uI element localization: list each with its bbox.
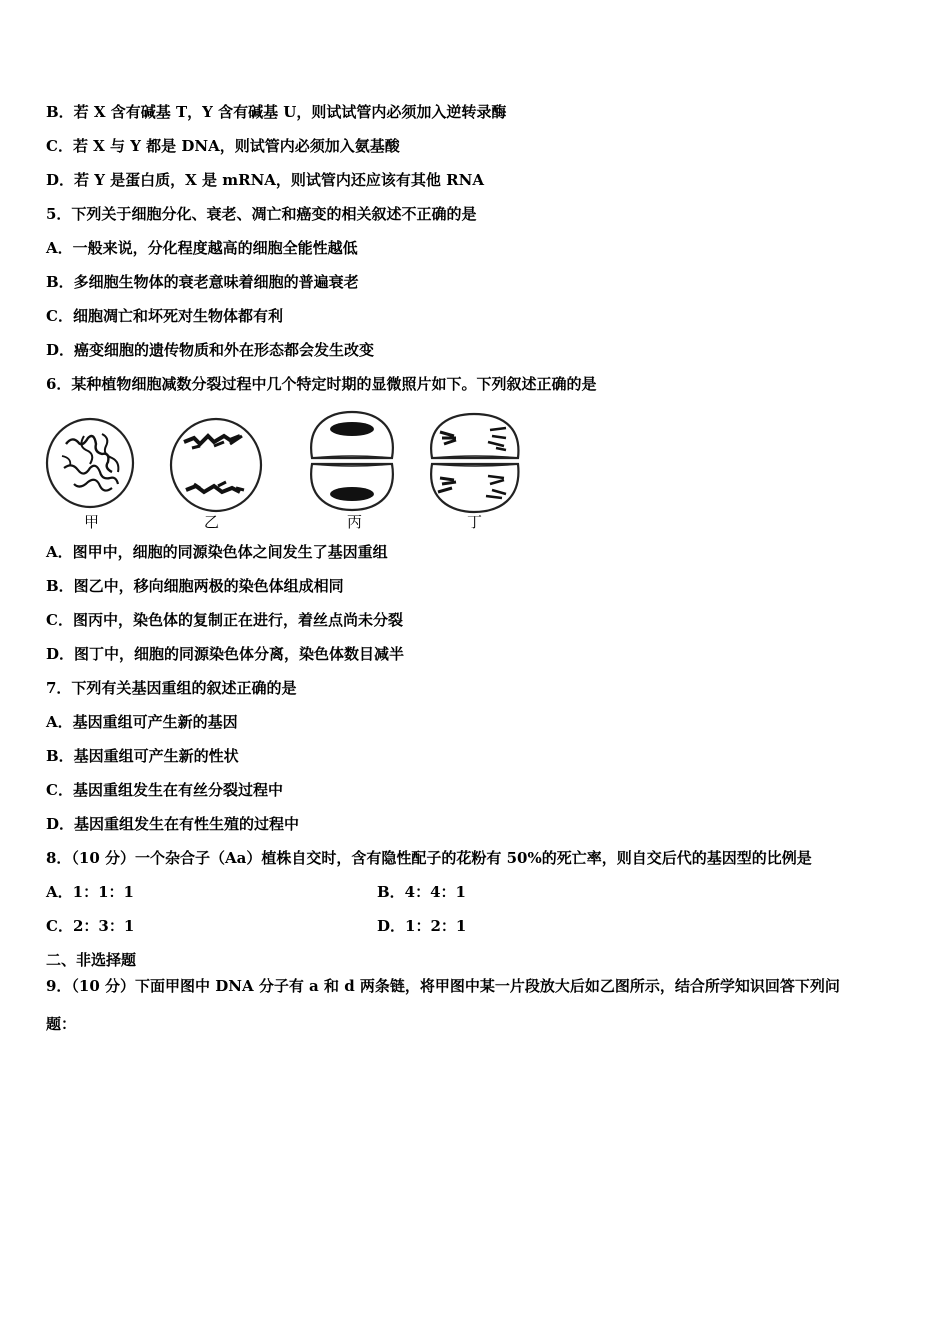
q7-option-a: A．基因重组可产生新的基因 xyxy=(46,713,238,731)
q6-stem: 6．某种植物细胞减数分裂过程中几个特定时期的显微照片如下。下列叙述正确的是 xyxy=(46,375,597,393)
q9-stem-line1: 9．（10 分）下面甲图中 DNA 分子有 a 和 d 两条链，将甲图中某一片段放大后如乙图所示，结合所学知识回答下列问 xyxy=(46,977,840,995)
q9-stem-line2: 题： xyxy=(46,1015,77,1033)
q5-stem: 5．下列关于细胞分化、衰老、凋亡和癌变的相关叙述不正确的是 xyxy=(46,205,477,223)
label-bing: 丙 xyxy=(347,513,363,531)
cell-jia xyxy=(47,419,133,507)
q7-option-c: C．基因重组发生在有丝分裂过程中 xyxy=(46,781,283,799)
cell-bing xyxy=(311,412,393,510)
q6-option-b: B．图乙中，移向细胞两极的染色体组成相同 xyxy=(46,577,344,595)
q4-option-d: D．若 Y 是蛋白质，X 是 mRNA，则试管内还应该有其他 RNA xyxy=(46,171,484,189)
q5-option-a: A．一般来说，分化程度越高的细胞全能性越低 xyxy=(46,239,358,257)
q8-option-d: D．1：2：1 xyxy=(377,917,467,935)
cell-yi xyxy=(171,419,261,511)
label-jia: 甲 xyxy=(84,513,100,531)
q7-stem: 7．下列有关基因重组的叙述正确的是 xyxy=(46,679,297,697)
q7-option-b: B．基因重组可产生新的性状 xyxy=(46,747,239,765)
q5-option-c: C．细胞凋亡和坏死对生物体都有利 xyxy=(46,307,283,325)
section-heading: 二、非选择题 xyxy=(46,951,137,969)
cell-ding xyxy=(431,414,518,512)
q5-option-b: B．多细胞生物体的衰老意味着细胞的普遍衰老 xyxy=(46,273,359,291)
q6-option-c: C．图丙中，染色体的复制正在进行，着丝点尚未分裂 xyxy=(46,611,403,629)
q8-option-a: A．1：1：1 xyxy=(46,883,134,901)
q4-option-c: C．若 X 与 Y 都是 DNA，则试管内必须加入氨基酸 xyxy=(46,137,400,155)
q6-option-a: A．图甲中，细胞的同源染色体之间发生了基因重组 xyxy=(46,543,388,561)
label-ding: 丁 xyxy=(467,513,483,531)
q5-option-d: D．癌变细胞的遗传物质和外在形态都会发生改变 xyxy=(46,341,375,359)
q7-option-d: D．基因重组发生在有性生殖的过程中 xyxy=(46,815,300,833)
q4-option-b: B．若 X 含有碱基 T，Y 含有碱基 U，则试试管内必须加入逆转录酶 xyxy=(46,103,507,121)
label-yi: 乙 xyxy=(204,513,220,531)
meiosis-micrograph-figure xyxy=(44,406,534,534)
q8-option-b: B．4：4：1 xyxy=(377,883,466,901)
q6-option-d: D．图丁中，细胞的同源染色体分离，染色体数目减半 xyxy=(46,645,405,663)
q8-option-c: C．2：3：1 xyxy=(46,917,135,935)
q8-stem: 8．（10 分）一个杂合子（Aa）植株自交时，含有隐性配子的花粉有 50%的死亡率，则自交后代的基因型的比例是 xyxy=(46,849,812,867)
